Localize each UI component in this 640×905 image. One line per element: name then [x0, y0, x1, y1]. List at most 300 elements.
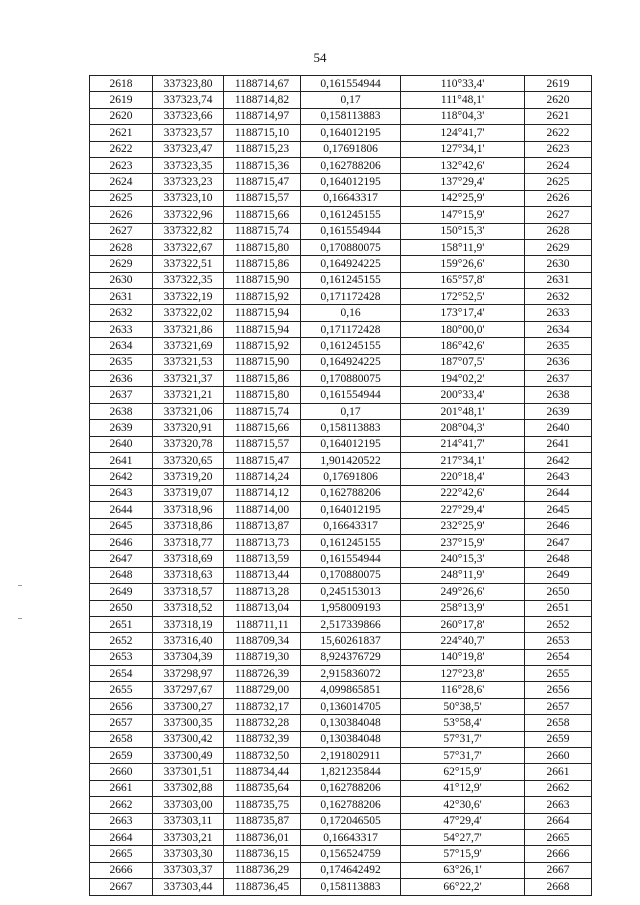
distance-cell: 0,161554944 [301, 223, 401, 239]
y-coordinate-cell: 1188713,87 [224, 518, 301, 534]
x-coordinate-cell: 337297,67 [153, 682, 224, 698]
table-row [90, 321, 592, 337]
direction-angle-cell: 220°18,4' [401, 469, 525, 485]
y-coordinate-cell: 1188715,80 [224, 387, 301, 403]
point-number-cell: 2664 [90, 829, 153, 845]
distance-cell: 1,821235844 [301, 764, 401, 780]
table-row [90, 354, 592, 370]
direction-angle-cell: 200°33,4' [401, 387, 525, 403]
direction-angle-cell: 66°22,2' [401, 879, 525, 895]
y-coordinate-cell: 1188715,66 [224, 420, 301, 436]
point-number-cell: 2661 [90, 780, 153, 796]
point-number-cell: 2660 [90, 764, 153, 780]
y-coordinate-cell: 1188736,45 [224, 879, 301, 895]
distance-cell: 0,161554944 [301, 76, 401, 92]
distance-cell: 0,170880075 [301, 567, 401, 583]
direction-angle-cell: 127°23,8' [401, 666, 525, 682]
direction-angle-cell: 41°12,9' [401, 780, 525, 796]
distance-cell: 0,16643317 [301, 518, 401, 534]
table-row [90, 76, 592, 92]
table-row [90, 207, 592, 223]
point-number-cell: 2648 [90, 567, 153, 583]
y-coordinate-cell: 1188715,94 [224, 305, 301, 321]
direction-angle-cell: 249°26,6' [401, 584, 525, 600]
x-coordinate-cell: 337321,21 [153, 387, 224, 403]
point-number-cell: 2662 [90, 797, 153, 813]
point-number-cell: 2665 [90, 846, 153, 862]
y-coordinate-cell: 1188714,12 [224, 485, 301, 501]
direction-angle-cell: 186°42,6' [401, 338, 525, 354]
next-point-cell: 2665 [525, 829, 592, 845]
distance-cell: 0,162788206 [301, 780, 401, 796]
direction-angle-cell: 260°17,8' [401, 616, 525, 632]
y-coordinate-cell: 1188732,39 [224, 731, 301, 747]
direction-angle-cell: 214°41,7' [401, 436, 525, 452]
y-coordinate-cell: 1188713,59 [224, 551, 301, 567]
next-point-cell: 2628 [525, 223, 592, 239]
distance-cell: 4,099865851 [301, 682, 401, 698]
table-row [90, 420, 592, 436]
point-number-cell: 2644 [90, 502, 153, 518]
next-point-cell: 2643 [525, 469, 592, 485]
y-coordinate-cell: 1188732,50 [224, 748, 301, 764]
distance-cell: 0,174642492 [301, 862, 401, 878]
point-number-cell: 2637 [90, 387, 153, 403]
next-point-cell: 2623 [525, 141, 592, 157]
point-number-cell: 2639 [90, 420, 153, 436]
x-coordinate-cell: 337323,80 [153, 76, 224, 92]
table-row [90, 666, 592, 682]
direction-angle-cell: 180°00,0' [401, 321, 525, 337]
distance-cell: 0,172046505 [301, 813, 401, 829]
x-coordinate-cell: 337318,86 [153, 518, 224, 534]
direction-angle-cell: 140°19,8' [401, 649, 525, 665]
distance-cell: 0,162788206 [301, 157, 401, 173]
scan-artifact [18, 618, 22, 619]
distance-cell: 0,17 [301, 92, 401, 108]
next-point-cell: 2624 [525, 157, 592, 173]
point-number-cell: 2618 [90, 76, 153, 92]
next-point-cell: 2627 [525, 207, 592, 223]
direction-angle-cell: 62°15,9' [401, 764, 525, 780]
direction-angle-cell: 111°48,1' [401, 92, 525, 108]
y-coordinate-cell: 1188714,24 [224, 469, 301, 485]
direction-angle-cell: 232°25,9' [401, 518, 525, 534]
table-row [90, 403, 592, 419]
point-number-cell: 2647 [90, 551, 153, 567]
point-number-cell: 2633 [90, 321, 153, 337]
distance-cell: 0,16643317 [301, 829, 401, 845]
table-row [90, 649, 592, 665]
x-coordinate-cell: 337320,65 [153, 452, 224, 468]
distance-cell: 0,161245155 [301, 534, 401, 550]
x-coordinate-cell: 337300,27 [153, 698, 224, 714]
next-point-cell: 2625 [525, 174, 592, 190]
table-row [90, 502, 592, 518]
y-coordinate-cell: 1188726,39 [224, 666, 301, 682]
distance-cell: 0,130384048 [301, 715, 401, 731]
x-coordinate-cell: 337321,86 [153, 321, 224, 337]
next-point-cell: 2655 [525, 666, 592, 682]
distance-cell: 0,158113883 [301, 879, 401, 895]
table-row [90, 125, 592, 141]
point-number-cell: 2635 [90, 354, 153, 370]
point-number-cell: 2666 [90, 862, 153, 878]
direction-angle-cell: 132°42,6' [401, 157, 525, 173]
direction-angle-cell: 57°15,9' [401, 846, 525, 862]
table-row [90, 879, 592, 895]
direction-angle-cell: 116°28,6' [401, 682, 525, 698]
table-row [90, 338, 592, 354]
table-row [90, 485, 592, 501]
table-row [90, 256, 592, 272]
x-coordinate-cell: 337303,00 [153, 797, 224, 813]
table-row [90, 731, 592, 747]
next-point-cell: 2619 [525, 76, 592, 92]
direction-angle-cell: 172°52,5' [401, 289, 525, 305]
direction-angle-cell: 50°38,5' [401, 698, 525, 714]
table-row [90, 567, 592, 583]
distance-cell: 0,164012195 [301, 502, 401, 518]
next-point-cell: 2633 [525, 305, 592, 321]
table-row [90, 715, 592, 731]
table-row [90, 174, 592, 190]
point-number-cell: 2636 [90, 371, 153, 387]
y-coordinate-cell: 1188713,44 [224, 567, 301, 583]
table-row [90, 141, 592, 157]
y-coordinate-cell: 1188715,74 [224, 403, 301, 419]
y-coordinate-cell: 1188732,28 [224, 715, 301, 731]
y-coordinate-cell: 1188713,04 [224, 600, 301, 616]
x-coordinate-cell: 337302,88 [153, 780, 224, 796]
next-point-cell: 2657 [525, 698, 592, 714]
point-number-cell: 2625 [90, 190, 153, 206]
next-point-cell: 2668 [525, 879, 592, 895]
table-row [90, 551, 592, 567]
distance-cell: 0,245153013 [301, 584, 401, 600]
point-number-cell: 2667 [90, 879, 153, 895]
x-coordinate-cell: 337321,37 [153, 371, 224, 387]
x-coordinate-cell: 337322,82 [153, 223, 224, 239]
y-coordinate-cell: 1188719,30 [224, 649, 301, 665]
distance-cell: 0,164012195 [301, 174, 401, 190]
direction-angle-cell: 165°57,8' [401, 272, 525, 288]
y-coordinate-cell: 1188715,23 [224, 141, 301, 157]
next-point-cell: 2656 [525, 682, 592, 698]
direction-angle-cell: 53°58,4' [401, 715, 525, 731]
next-point-cell: 2620 [525, 92, 592, 108]
direction-angle-cell: 240°15,3' [401, 551, 525, 567]
distance-cell: 0,130384048 [301, 731, 401, 747]
table-row [90, 469, 592, 485]
distance-cell: 1,958009193 [301, 600, 401, 616]
y-coordinate-cell: 1188715,74 [224, 223, 301, 239]
x-coordinate-cell: 337322,67 [153, 239, 224, 255]
next-point-cell: 2639 [525, 403, 592, 419]
distance-cell: 0,164924225 [301, 256, 401, 272]
point-number-cell: 2652 [90, 633, 153, 649]
direction-angle-cell: 57°31,7' [401, 748, 525, 764]
y-coordinate-cell: 1188713,28 [224, 584, 301, 600]
distance-cell: 0,17 [301, 403, 401, 419]
point-number-cell: 2649 [90, 584, 153, 600]
direction-angle-cell: 194°02,2' [401, 371, 525, 387]
point-number-cell: 2663 [90, 813, 153, 829]
table-row [90, 748, 592, 764]
y-coordinate-cell: 1188714,67 [224, 76, 301, 92]
direction-angle-cell: 127°34,1' [401, 141, 525, 157]
distance-cell: 0,161245155 [301, 272, 401, 288]
y-coordinate-cell: 1188715,80 [224, 239, 301, 255]
next-point-cell: 2637 [525, 371, 592, 387]
next-point-cell: 2667 [525, 862, 592, 878]
direction-angle-cell: 227°29,4' [401, 502, 525, 518]
distance-cell: 0,136014705 [301, 698, 401, 714]
table-row [90, 682, 592, 698]
direction-angle-cell: 57°31,7' [401, 731, 525, 747]
point-number-cell: 2641 [90, 452, 153, 468]
y-coordinate-cell: 1188715,47 [224, 452, 301, 468]
x-coordinate-cell: 337320,91 [153, 420, 224, 436]
direction-angle-cell: 217°34,1' [401, 452, 525, 468]
next-point-cell: 2659 [525, 731, 592, 747]
point-number-cell: 2643 [90, 485, 153, 501]
y-coordinate-cell: 1188715,92 [224, 289, 301, 305]
table-row [90, 272, 592, 288]
point-number-cell: 2640 [90, 436, 153, 452]
next-point-cell: 2654 [525, 649, 592, 665]
distance-cell: 0,17691806 [301, 469, 401, 485]
point-number-cell: 2620 [90, 108, 153, 124]
next-point-cell: 2660 [525, 748, 592, 764]
x-coordinate-cell: 337301,51 [153, 764, 224, 780]
table-row [90, 813, 592, 829]
y-coordinate-cell: 1188714,97 [224, 108, 301, 124]
y-coordinate-cell: 1188734,44 [224, 764, 301, 780]
y-coordinate-cell: 1188715,94 [224, 321, 301, 337]
table-row [90, 518, 592, 534]
distance-cell: 0,164924225 [301, 354, 401, 370]
y-coordinate-cell: 1188736,29 [224, 862, 301, 878]
direction-angle-cell: 47°29,4' [401, 813, 525, 829]
next-point-cell: 2658 [525, 715, 592, 731]
distance-cell: 0,171172428 [301, 321, 401, 337]
y-coordinate-cell: 1188715,66 [224, 207, 301, 223]
point-number-cell: 2655 [90, 682, 153, 698]
x-coordinate-cell: 337318,63 [153, 567, 224, 583]
table-row [90, 616, 592, 632]
table-row [90, 534, 592, 550]
x-coordinate-cell: 337322,19 [153, 289, 224, 305]
point-number-cell: 2626 [90, 207, 153, 223]
distance-cell: 0,16643317 [301, 190, 401, 206]
distance-cell: 8,924376729 [301, 649, 401, 665]
y-coordinate-cell: 1188715,92 [224, 338, 301, 354]
y-coordinate-cell: 1188732,17 [224, 698, 301, 714]
next-point-cell: 2651 [525, 600, 592, 616]
y-coordinate-cell: 1188715,57 [224, 190, 301, 206]
x-coordinate-cell: 337304,39 [153, 649, 224, 665]
table-row [90, 436, 592, 452]
direction-angle-cell: 110°33,4' [401, 76, 525, 92]
next-point-cell: 2653 [525, 633, 592, 649]
table-row [90, 387, 592, 403]
x-coordinate-cell: 337323,74 [153, 92, 224, 108]
next-point-cell: 2632 [525, 289, 592, 305]
table-row [90, 223, 592, 239]
table-row [90, 289, 592, 305]
table-row [90, 108, 592, 124]
x-coordinate-cell: 337323,10 [153, 190, 224, 206]
next-point-cell: 2646 [525, 518, 592, 534]
next-point-cell: 2641 [525, 436, 592, 452]
x-coordinate-cell: 337323,35 [153, 157, 224, 173]
direction-angle-cell: 159°26,6' [401, 256, 525, 272]
direction-angle-cell: 124°41,7' [401, 125, 525, 141]
distance-cell: 2,517339866 [301, 616, 401, 632]
x-coordinate-cell: 337321,06 [153, 403, 224, 419]
next-point-cell: 2636 [525, 354, 592, 370]
direction-angle-cell: 118°04,3' [401, 108, 525, 124]
table-row [90, 92, 592, 108]
table-row [90, 305, 592, 321]
x-coordinate-cell: 337318,57 [153, 584, 224, 600]
x-coordinate-cell: 337318,96 [153, 502, 224, 518]
point-number-cell: 2634 [90, 338, 153, 354]
distance-cell: 0,16 [301, 305, 401, 321]
x-coordinate-cell: 337318,77 [153, 534, 224, 550]
y-coordinate-cell: 1188735,75 [224, 797, 301, 813]
y-coordinate-cell: 1188729,00 [224, 682, 301, 698]
distance-cell: 0,170880075 [301, 239, 401, 255]
point-number-cell: 2654 [90, 666, 153, 682]
x-coordinate-cell: 337323,47 [153, 141, 224, 157]
next-point-cell: 2649 [525, 567, 592, 583]
point-number-cell: 2628 [90, 239, 153, 255]
next-point-cell: 2663 [525, 797, 592, 813]
table-row [90, 371, 592, 387]
distance-cell: 0,161245155 [301, 338, 401, 354]
x-coordinate-cell: 337303,44 [153, 879, 224, 895]
direction-angle-cell: 142°25,9' [401, 190, 525, 206]
table-row [90, 190, 592, 206]
direction-angle-cell: 258°13,9' [401, 600, 525, 616]
direction-angle-cell: 222°42,6' [401, 485, 525, 501]
distance-cell: 0,156524759 [301, 846, 401, 862]
x-coordinate-cell: 337300,42 [153, 731, 224, 747]
next-point-cell: 2635 [525, 338, 592, 354]
y-coordinate-cell: 1188735,87 [224, 813, 301, 829]
next-point-cell: 2626 [525, 190, 592, 206]
next-point-cell: 2647 [525, 534, 592, 550]
distance-cell: 0,162788206 [301, 797, 401, 813]
direction-angle-cell: 158°11,9' [401, 239, 525, 255]
next-point-cell: 2666 [525, 846, 592, 862]
point-number-cell: 2656 [90, 698, 153, 714]
next-point-cell: 2640 [525, 420, 592, 436]
distance-cell: 0,161554944 [301, 387, 401, 403]
next-point-cell: 2652 [525, 616, 592, 632]
x-coordinate-cell: 337300,49 [153, 748, 224, 764]
point-number-cell: 2622 [90, 141, 153, 157]
x-coordinate-cell: 337322,96 [153, 207, 224, 223]
x-coordinate-cell: 337321,53 [153, 354, 224, 370]
next-point-cell: 2661 [525, 764, 592, 780]
next-point-cell: 2662 [525, 780, 592, 796]
table-row [90, 829, 592, 845]
point-number-cell: 2651 [90, 616, 153, 632]
distance-cell: 2,191802911 [301, 748, 401, 764]
y-coordinate-cell: 1188715,90 [224, 272, 301, 288]
table-row [90, 846, 592, 862]
direction-angle-cell: 248°11,9' [401, 567, 525, 583]
point-number-cell: 2638 [90, 403, 153, 419]
table-row [90, 239, 592, 255]
point-number-cell: 2658 [90, 731, 153, 747]
distance-cell: 15,60261837 [301, 633, 401, 649]
next-point-cell: 2644 [525, 485, 592, 501]
x-coordinate-cell: 337300,35 [153, 715, 224, 731]
y-coordinate-cell: 1188715,57 [224, 436, 301, 452]
distance-cell: 0,161554944 [301, 551, 401, 567]
table-row [90, 452, 592, 468]
distance-cell: 0,171172428 [301, 289, 401, 305]
x-coordinate-cell: 337316,40 [153, 633, 224, 649]
point-number-cell: 2642 [90, 469, 153, 485]
direction-angle-cell: 237°15,9' [401, 534, 525, 550]
next-point-cell: 2634 [525, 321, 592, 337]
next-point-cell: 2645 [525, 502, 592, 518]
distance-cell: 1,901420522 [301, 452, 401, 468]
table-body [90, 76, 592, 896]
scan-artifact [18, 585, 22, 586]
table-row [90, 584, 592, 600]
distance-cell: 0,162788206 [301, 485, 401, 501]
point-number-cell: 2627 [90, 223, 153, 239]
point-number-cell: 2645 [90, 518, 153, 534]
x-coordinate-cell: 337323,57 [153, 125, 224, 141]
next-point-cell: 2650 [525, 584, 592, 600]
x-coordinate-cell: 337319,07 [153, 485, 224, 501]
x-coordinate-cell: 337318,69 [153, 551, 224, 567]
distance-cell: 0,158113883 [301, 108, 401, 124]
direction-angle-cell: 63°26,1' [401, 862, 525, 878]
y-coordinate-cell: 1188735,64 [224, 780, 301, 796]
y-coordinate-cell: 1188715,86 [224, 371, 301, 387]
point-number-cell: 2653 [90, 649, 153, 665]
table-row [90, 780, 592, 796]
point-number-cell: 2650 [90, 600, 153, 616]
next-point-cell: 2664 [525, 813, 592, 829]
x-coordinate-cell: 337318,19 [153, 616, 224, 632]
next-point-cell: 2631 [525, 272, 592, 288]
table-row [90, 633, 592, 649]
next-point-cell: 2630 [525, 256, 592, 272]
y-coordinate-cell: 1188736,15 [224, 846, 301, 862]
page-number: 54 [313, 50, 327, 65]
next-point-cell: 2642 [525, 452, 592, 468]
y-coordinate-cell: 1188713,73 [224, 534, 301, 550]
point-number-cell: 2621 [90, 125, 153, 141]
x-coordinate-cell: 337323,23 [153, 174, 224, 190]
y-coordinate-cell: 1188715,36 [224, 157, 301, 173]
x-coordinate-cell: 337321,69 [153, 338, 224, 354]
point-number-cell: 2659 [90, 748, 153, 764]
x-coordinate-cell: 337303,30 [153, 846, 224, 862]
y-coordinate-cell: 1188715,90 [224, 354, 301, 370]
next-point-cell: 2648 [525, 551, 592, 567]
x-coordinate-cell: 337303,37 [153, 862, 224, 878]
